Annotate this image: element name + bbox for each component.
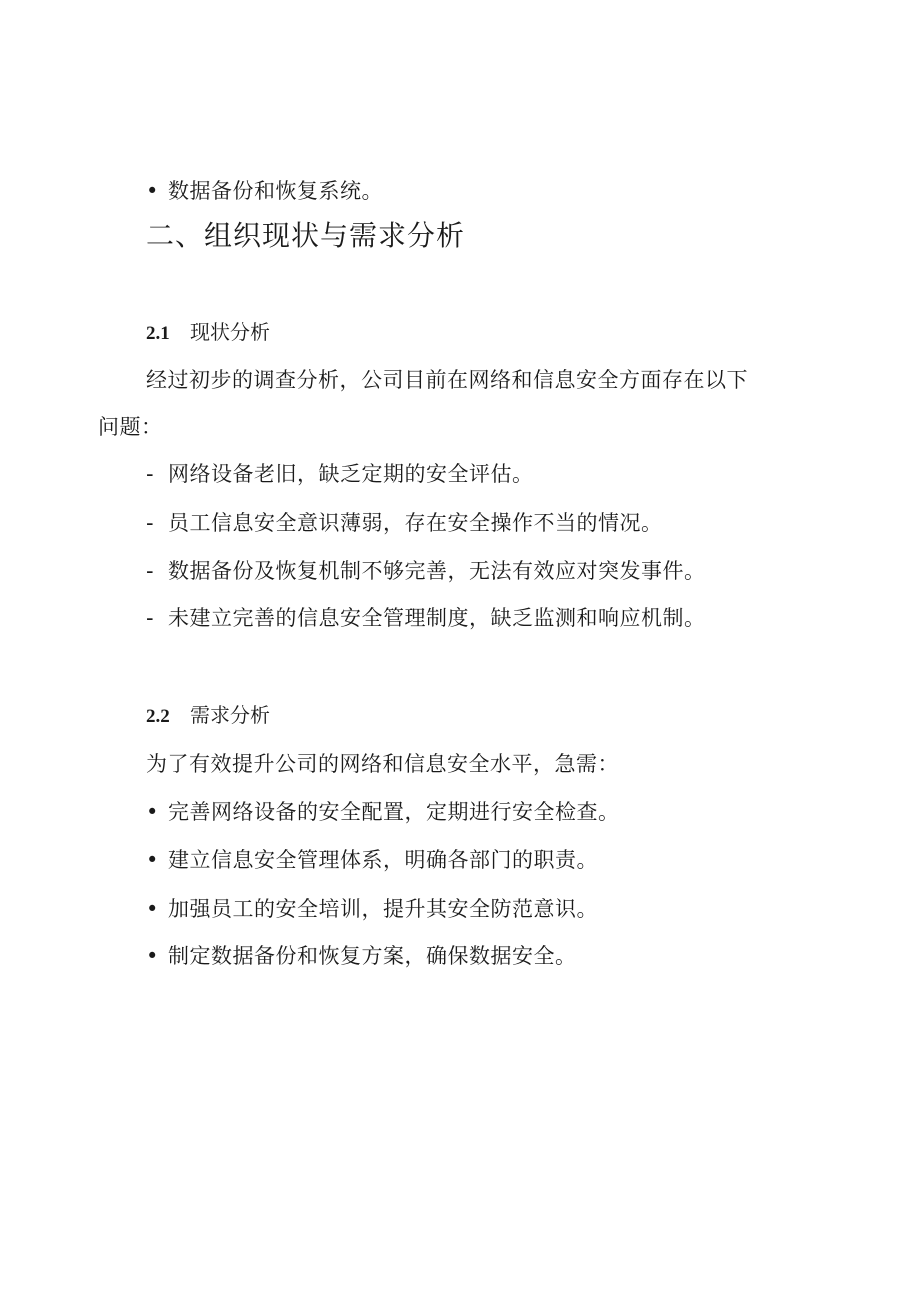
list-item: [146, 508, 663, 538]
list-item: [146, 894, 598, 924]
subsection-number: 2.1: [146, 323, 170, 344]
list-item: [146, 845, 598, 875]
subsection-heading-requirements: [146, 700, 270, 732]
list-item-text: 建立信息安全管理体系，明确各部门的职责。: [168, 848, 598, 872]
list-item-text: 员工信息安全意识薄弱，存在安全操作不当的情况。: [168, 511, 663, 535]
intro-bullet-item: [146, 176, 383, 206]
dash-marker: -: [146, 462, 155, 486]
paragraph-line: 经过初步的调查分析，公司目前在网络和信息安全方面存在以下: [146, 368, 748, 392]
bullet-text: 数据备份和恢复系统。: [168, 179, 383, 203]
list-item: [146, 556, 706, 586]
section-title: 二、组织现状与需求分析: [146, 219, 466, 252]
list-item: [146, 941, 577, 971]
bullet-marker: •: [146, 897, 159, 921]
list-item: [146, 459, 534, 489]
bullet-marker: •: [146, 944, 159, 968]
subsection-heading-current-status: [146, 317, 270, 349]
dash-marker: -: [146, 559, 155, 583]
dash-marker: -: [146, 511, 155, 535]
paragraph-line: 问题：: [98, 415, 163, 439]
subsection-title: 现状分析: [190, 320, 270, 344]
list-item-text: 完善网络设备的安全配置，定期进行安全检查。: [168, 800, 620, 824]
dash-marker: -: [146, 606, 155, 630]
list-item-text: 加强员工的安全培训，提升其安全防范意识。: [168, 897, 598, 921]
subsection-title: 需求分析: [190, 703, 270, 727]
list-item-text: 数据备份及恢复机制不够完善，无法有效应对突发事件。: [168, 559, 706, 583]
subsection-number: 2.2: [146, 706, 170, 727]
list-item-text: 制定数据备份和恢复方案，确保数据安全。: [168, 944, 577, 968]
list-item: [146, 603, 706, 633]
bullet-marker: •: [146, 179, 159, 203]
list-item: [146, 797, 620, 827]
list-item-text: 网络设备老旧，缺乏定期的安全评估。: [168, 462, 534, 486]
list-item-text: 未建立完善的信息安全管理制度，缺乏监测和响应机制。: [168, 606, 706, 630]
paragraph-line: 为了有效提升公司的网络和信息安全水平，急需：: [146, 752, 619, 776]
bullet-marker: •: [146, 800, 159, 824]
bullet-marker: •: [146, 848, 159, 872]
